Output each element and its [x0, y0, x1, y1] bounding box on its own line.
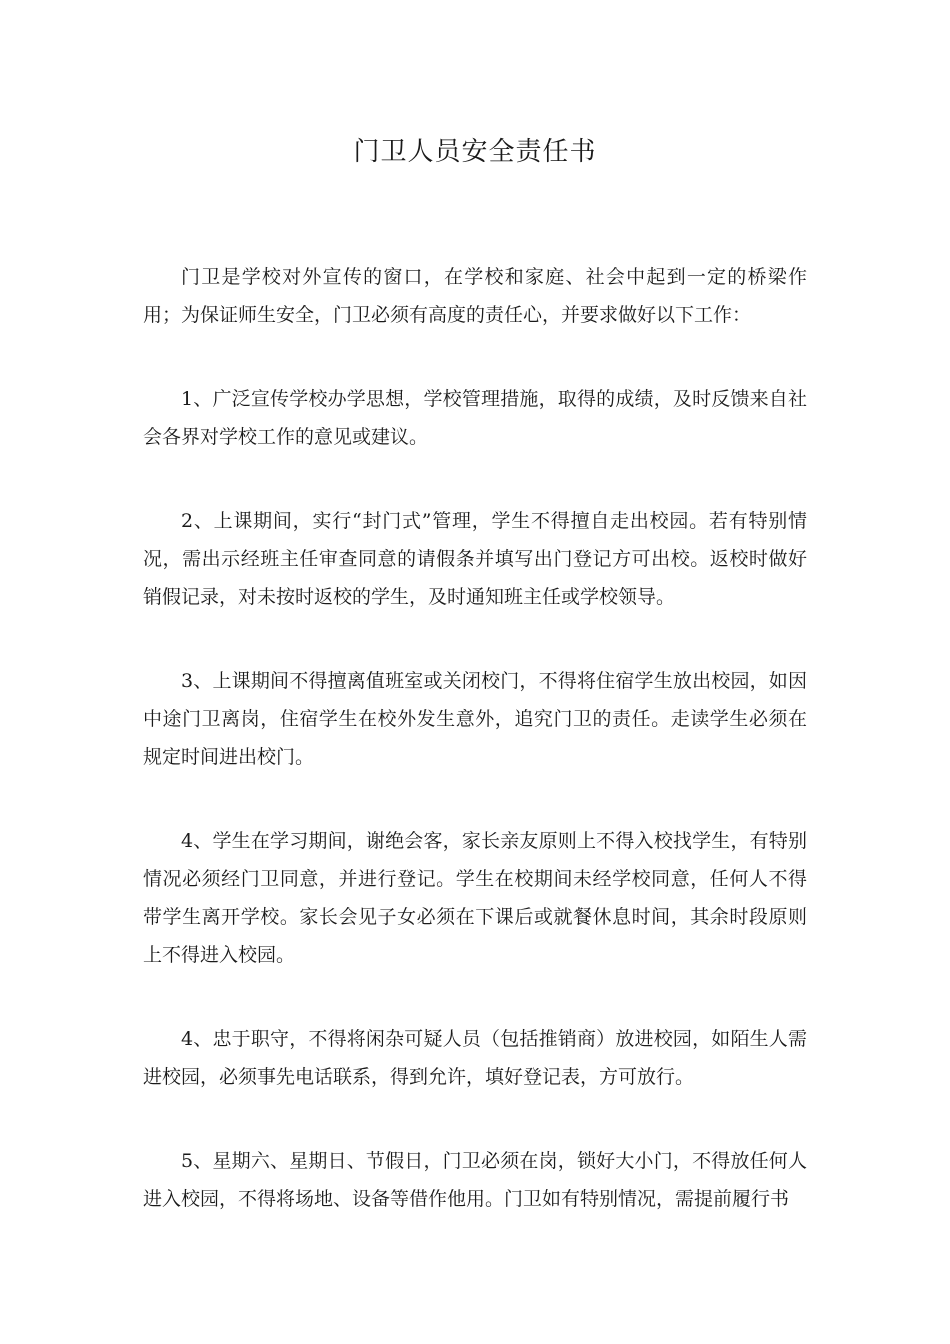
clause-paragraph: 1、广泛宣传学校办学思想，学校管理措施，取得的成绩，及时反馈来自社会各界对学校工作的意见或建议。	[143, 388, 807, 448]
clause-paragraph: 4、忠于职守，不得将闲杂可疑人员（包括推销商）放进校园，如陌生人需进校园，必须事先电话联系，得到允许，填好登记表，方可放行。	[143, 1028, 807, 1088]
clause-paragraph: 5、星期六、星期日、节假日，门卫必须在岗，锁好大小门，不得放任何人进入校园，不得将场地、设备等借作他用。门卫如有特别情况，需提前履行书	[143, 1150, 807, 1210]
document-title: 门卫人员安全责任书	[353, 137, 597, 167]
document-body	[143, 258, 807, 1264]
clause-paragraph: 4、学生在学习期间，谢绝会客，家长亲友原则上不得入校找学生，有特别情况必须经门卫同意，并进行登记。学生在校期间未经学校同意，任何人不得带学生离开学校。家长会见子女必须在下课后或就餐休息时间，其余时段原则上不得进入校园。	[143, 830, 807, 966]
clause-paragraph: 3、上课期间不得擅离值班室或关闭校门，不得将住宿学生放出校园，如因中途门卫离岗，住宿学生在校外发生意外，追究门卫的责任。走读学生必须在规定时间进出校门。	[143, 670, 807, 768]
clause-paragraph: 2、上课期间，实行“封门式”管理，学生不得擅自走出校园。若有特别情况，需出示经班主任审查同意的请假条并填写出门登记方可出校。返校时做好销假记录，对未按时返校的学生，及时通知班主任或学校领导。	[143, 510, 807, 608]
intro-paragraph: 门卫是学校对外宣传的窗口，在学校和家庭、社会中起到一定的桥梁作用；为保证师生安全，门卫必须有高度的责任心，并要求做好以下工作：	[143, 266, 807, 326]
